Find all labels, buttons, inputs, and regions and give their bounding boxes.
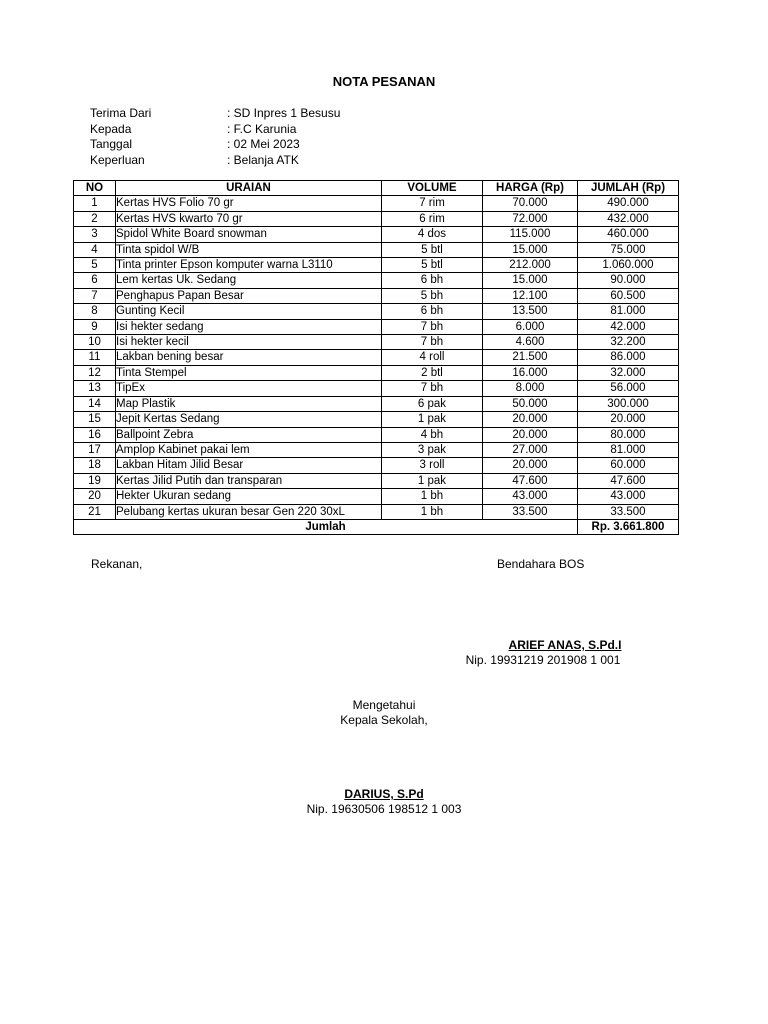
table-row (74, 211, 679, 226)
cell-total: 300.000 (578, 396, 679, 411)
cell-price: 21.500 (483, 350, 578, 365)
table-header-row (74, 181, 679, 196)
table-row (74, 473, 679, 488)
cell-total: 81.000 (578, 442, 679, 457)
table-row (74, 396, 679, 411)
info-row-kepada (90, 122, 490, 138)
cell-no: 21 (74, 504, 116, 519)
cell-no: 12 (74, 365, 116, 380)
table-row (74, 304, 679, 319)
total-value: Rp. 3.661.800 (578, 519, 679, 534)
cell-total: 81.000 (578, 304, 679, 319)
cell-volume: 7 bh (382, 319, 483, 334)
cell-volume: 6 pak (382, 396, 483, 411)
cell-desc: TipEx (116, 381, 382, 396)
table-row (74, 381, 679, 396)
header-price: HARGA (Rp) (483, 181, 578, 196)
cell-no: 8 (74, 304, 116, 319)
cell-volume: 6 rim (382, 211, 483, 226)
table-row (74, 365, 679, 380)
info-row-terima-dari (90, 106, 490, 122)
table-row (74, 196, 679, 211)
cell-desc: Isi hekter sedang (116, 319, 382, 334)
table-row (74, 489, 679, 504)
cell-volume: 1 pak (382, 412, 483, 427)
table-row (74, 273, 679, 288)
cell-total: 75.000 (578, 242, 679, 257)
cell-price: 4.600 (483, 335, 578, 350)
cell-total: 490.000 (578, 196, 679, 211)
table-body (74, 196, 679, 520)
cell-total: 60.000 (578, 458, 679, 473)
order-info (90, 106, 490, 168)
cell-desc: Map Plastik (116, 396, 382, 411)
cell-total: 432.000 (578, 211, 679, 226)
header-total: JUMLAH (Rp) (578, 181, 679, 196)
cell-volume: 7 rim (382, 196, 483, 211)
cell-price: 43.000 (483, 489, 578, 504)
cell-total: 32.000 (578, 365, 679, 380)
cell-price: 70.000 (483, 196, 578, 211)
table-row (74, 427, 679, 442)
cell-price: 20.000 (483, 412, 578, 427)
cell-desc: Tinta spidol W/B (116, 242, 382, 257)
cell-volume: 3 roll (382, 458, 483, 473)
info-row-tanggal (90, 137, 490, 153)
cell-desc: Lakban Hitam Jilid Besar (116, 458, 382, 473)
table-row (74, 258, 679, 273)
cell-no: 15 (74, 412, 116, 427)
cell-volume: 5 bh (382, 288, 483, 303)
info-value: : F.C Karunia (227, 121, 297, 136)
kepala-sekolah-name: DARIUS, S.Pd (344, 787, 424, 801)
cell-volume: 5 btl (382, 258, 483, 273)
cell-price: 212.000 (483, 258, 578, 273)
bendahara-label: Bendahara BOS (497, 557, 585, 571)
cell-no: 17 (74, 442, 116, 457)
cell-desc: Gunting Kecil (116, 304, 382, 319)
cell-no: 14 (74, 396, 116, 411)
info-label: Keperluan (90, 152, 145, 167)
cell-total: 60.500 (578, 288, 679, 303)
table-row (74, 242, 679, 257)
cell-price: 27.000 (483, 442, 578, 457)
cell-total: 460.000 (578, 227, 679, 242)
cell-price: 72.000 (483, 211, 578, 226)
info-value: : SD Inpres 1 Besusu (227, 106, 341, 120)
cell-desc: Tinta printer Epson komputer warna L3110 (116, 258, 382, 273)
items-table (73, 180, 679, 535)
cell-price: 15.000 (483, 273, 578, 288)
document-title: NOTA PESANAN (332, 74, 436, 89)
cell-volume: 1 bh (382, 504, 483, 519)
cell-price: 13.500 (483, 304, 578, 319)
cell-desc: Spidol White Board snowman (116, 227, 382, 242)
cell-price: 33.500 (483, 504, 578, 519)
cell-desc: Penghapus Papan Besar (116, 288, 382, 303)
cell-total: 90.000 (578, 273, 679, 288)
info-label: Tanggal (90, 137, 133, 151)
cell-price: 47.600 (483, 473, 578, 488)
cell-no: 9 (74, 319, 116, 334)
cell-total: 86.000 (578, 350, 679, 365)
cell-volume: 6 bh (382, 273, 483, 288)
cell-no: 16 (74, 427, 116, 442)
cell-volume: 1 pak (382, 473, 483, 488)
cell-price: 12.100 (483, 288, 578, 303)
cell-volume: 3 pak (382, 442, 483, 457)
cell-volume: 7 bh (382, 381, 483, 396)
bendahara-name: ARIEF ANAS, S.Pd.I (508, 638, 622, 652)
header-desc: URAIAN (116, 181, 382, 196)
cell-no: 10 (74, 335, 116, 350)
cell-total: 42.000 (578, 319, 679, 334)
cell-no: 3 (74, 227, 116, 242)
cell-no: 5 (74, 258, 116, 273)
cell-total: 43.000 (578, 489, 679, 504)
cell-desc: Ballpoint Zebra (116, 427, 382, 442)
table-row (74, 458, 679, 473)
cell-total: 32.200 (578, 335, 679, 350)
cell-no: 2 (74, 211, 116, 226)
cell-total: 1.060.000 (578, 258, 679, 273)
cell-volume: 5 btl (382, 242, 483, 257)
info-label: Terima Dari (90, 106, 152, 120)
cell-price: 6.000 (483, 319, 578, 334)
cell-desc: Hekter Ukuran sedang (116, 489, 382, 504)
cell-price: 16.000 (483, 365, 578, 380)
cell-volume: 7 bh (382, 335, 483, 350)
cell-volume: 4 bh (382, 427, 483, 442)
header-volume: VOLUME (382, 181, 483, 196)
cell-volume: 6 bh (382, 304, 483, 319)
info-value: : 02 Mei 2023 (227, 137, 300, 151)
cell-no: 11 (74, 350, 116, 365)
cell-price: 15.000 (483, 242, 578, 257)
cell-price: 115.000 (483, 227, 578, 242)
cell-price: 8.000 (483, 381, 578, 396)
cell-price: 20.000 (483, 427, 578, 442)
info-value: : Belanja ATK (227, 152, 299, 167)
cell-price: 20.000 (483, 458, 578, 473)
cell-no: 18 (74, 458, 116, 473)
rekanan-label: Rekanan, (91, 557, 143, 571)
cell-volume: 4 roll (382, 350, 483, 365)
table-total-row (74, 519, 679, 534)
kepala-sekolah-label: Kepala Sekolah, (340, 713, 428, 727)
info-label: Kepada (90, 121, 132, 136)
cell-volume: 4 dos (382, 227, 483, 242)
cell-desc: Lakban bening besar (116, 350, 382, 365)
table-row (74, 442, 679, 457)
cell-desc: Kertas HVS Folio 70 gr (116, 196, 382, 211)
cell-no: 19 (74, 473, 116, 488)
cell-no: 1 (74, 196, 116, 211)
cell-desc: Amplop Kabinet pakai lem (116, 442, 382, 457)
table-row (74, 350, 679, 365)
cell-desc: Pelubang kertas ukuran besar Gen 220 30xL (116, 504, 382, 519)
cell-desc: Jepit Kertas Sedang (116, 412, 382, 427)
cell-total: 20.000 (578, 412, 679, 427)
total-label: Jumlah (74, 519, 578, 534)
bendahara-nip: Nip. 19931219 201908 1 001 (465, 653, 621, 667)
kepala-sekolah-nip: Nip. 19630506 198512 1 003 (306, 802, 462, 816)
cell-desc: Lem kertas Uk. Sedang (116, 273, 382, 288)
cell-no: 20 (74, 489, 116, 504)
cell-volume: 2 btl (382, 365, 483, 380)
cell-no: 4 (74, 242, 116, 257)
cell-volume: 1 bh (382, 489, 483, 504)
info-row-keperluan (90, 153, 490, 169)
cell-total: 47.600 (578, 473, 679, 488)
cell-desc: Isi hekter kecil (116, 335, 382, 350)
cell-total: 80.000 (578, 427, 679, 442)
table-row (74, 288, 679, 303)
cell-no: 13 (74, 381, 116, 396)
table-row (74, 319, 679, 334)
table-row (74, 335, 679, 350)
cell-desc: Kertas HVS kwarto 70 gr (116, 211, 382, 226)
cell-desc: Tinta Stempel (116, 365, 382, 380)
cell-no: 7 (74, 288, 116, 303)
cell-desc: Kertas Jilid Putih dan transparan (116, 473, 382, 488)
cell-no: 6 (74, 273, 116, 288)
table-row (74, 227, 679, 242)
cell-total: 33.500 (578, 504, 679, 519)
mengetahui-label: Mengetahui (352, 698, 416, 712)
table-row (74, 504, 679, 519)
cell-price: 50.000 (483, 396, 578, 411)
table-row (74, 412, 679, 427)
cell-total: 56.000 (578, 381, 679, 396)
header-no: NO (74, 181, 116, 196)
